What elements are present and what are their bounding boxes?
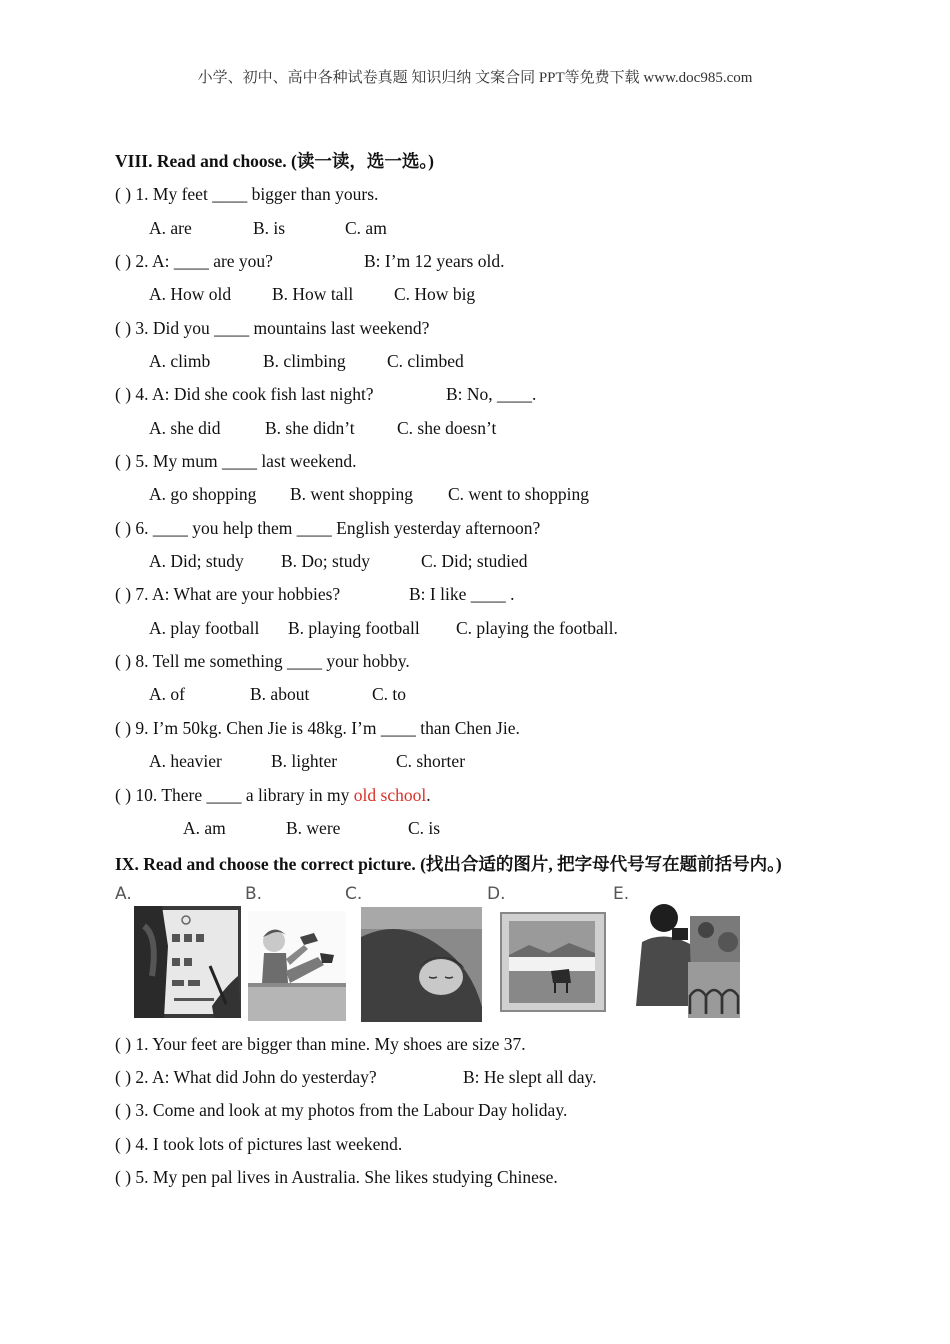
option-b: B. were bbox=[286, 818, 341, 838]
highlighted-text: old school bbox=[353, 785, 427, 805]
option-b: B. about bbox=[250, 684, 310, 704]
option-b: B. she didn’t bbox=[265, 418, 355, 438]
picture-e-taking-photo bbox=[632, 902, 740, 1018]
picture-b-boy-with-shoe bbox=[248, 911, 346, 1021]
option-a: A. How old bbox=[149, 284, 232, 304]
question-9-5: ( ) 5. My pen pal lives in Australia. She likes studying Chinese. bbox=[115, 1167, 558, 1187]
picture-d-photo-frame bbox=[499, 911, 609, 1015]
picture-a-writing bbox=[134, 906, 241, 1018]
option-c: C. went to shopping bbox=[448, 484, 589, 504]
option-c: C. am bbox=[345, 218, 387, 238]
option-c: C. to bbox=[372, 684, 407, 704]
question-8-9: ( ) 9. I’m 50kg. Chen Jie is 48kg. I’m ____ than Chen Jie. bbox=[115, 718, 520, 738]
question-8-3: ( ) 3. Did you ____ mountains last weekend? bbox=[115, 318, 430, 338]
option-a: A. heavier bbox=[149, 751, 222, 771]
option-c: C. shorter bbox=[396, 751, 466, 771]
option-a: A. of bbox=[149, 684, 185, 704]
option-a: A. climb bbox=[149, 351, 211, 371]
picture-label-c: C. bbox=[345, 884, 363, 904]
option-a: A. are bbox=[149, 218, 192, 238]
picture-c-girl-sleeping bbox=[361, 907, 482, 1022]
option-a: A. am bbox=[183, 818, 226, 838]
question-8-8: ( ) 8. Tell me something ____ your hobby. bbox=[115, 651, 410, 671]
option-b: B. climbing bbox=[263, 351, 346, 371]
picture-label-a: A. bbox=[115, 884, 132, 904]
option-c: C. How big bbox=[394, 284, 476, 304]
page-header: 小学、初中、高中各种试卷真题 知识归纳 文案合同 PPT等免费下载 www.doc985.com bbox=[197, 70, 753, 86]
picture-label-d: D. bbox=[487, 884, 506, 904]
question-8-1: ( ) 1. My feet ____ bigger than yours. bbox=[115, 184, 379, 204]
question-8-6: ( ) 6. ____ you help them ____ English yesterday afternoon? bbox=[115, 518, 541, 538]
question-8-2-answer: B: I’m 12 years old. bbox=[364, 251, 505, 271]
option-b: B. lighter bbox=[271, 751, 338, 771]
question-8-7-answer: B: I like ____ . bbox=[409, 584, 515, 604]
option-b: B. How tall bbox=[272, 284, 354, 304]
question-8-4: ( ) 4. A: Did she cook fish last night? bbox=[115, 384, 374, 404]
option-b: B. playing football bbox=[288, 618, 420, 638]
option-a: A. Did; study bbox=[149, 551, 244, 571]
option-b: B. went shopping bbox=[290, 484, 413, 504]
option-c: C. playing the football. bbox=[456, 618, 618, 638]
section-8-title: VIII. Read and choose. (读一读，选一选。) bbox=[115, 151, 434, 171]
option-b: B. is bbox=[253, 218, 286, 238]
question-8-10-text: ( ) 10. There ____ a library in my bbox=[115, 785, 354, 805]
question-9-2: ( ) 2. A: What did John do yesterday? bbox=[115, 1067, 377, 1087]
option-a: A. play football bbox=[149, 618, 260, 638]
picture-label-e: E. bbox=[613, 884, 630, 904]
question-8-5: ( ) 5. My mum ____ last weekend. bbox=[115, 451, 357, 471]
option-c: C. is bbox=[408, 818, 441, 838]
question-9-3: ( ) 3. Come and look at my photos from the Labour Day holiday. bbox=[115, 1100, 568, 1120]
question-8-4-answer: B: No, ____. bbox=[446, 384, 537, 404]
question-8-7: ( ) 7. A: What are your hobbies? bbox=[115, 584, 341, 604]
question-9-4: ( ) 4. I took lots of pictures last weekend. bbox=[115, 1134, 403, 1154]
option-c: C. Did; studied bbox=[421, 551, 528, 571]
option-c: C. climbed bbox=[387, 351, 464, 371]
section-9-title: IX. Read and choose the correct picture. (找出合适的图片, 把字母代号写在题前括号内。) bbox=[115, 854, 782, 874]
option-b: B. Do; study bbox=[281, 551, 370, 571]
question-8-10 bbox=[115, 785, 431, 806]
question-9-2-answer: B: He slept all day. bbox=[463, 1067, 597, 1087]
picture-label-b: B. bbox=[245, 884, 263, 904]
option-a: A. go shopping bbox=[149, 484, 257, 504]
option-c: C. she doesn’t bbox=[397, 418, 497, 438]
option-a: A. she did bbox=[149, 418, 221, 438]
question-8-2: ( ) 2. A: ____ are you? bbox=[115, 251, 273, 271]
question-8-10-end: . bbox=[426, 785, 431, 805]
question-9-1: ( ) 1. Your feet are bigger than mine. My shoes are size 37. bbox=[115, 1034, 526, 1054]
